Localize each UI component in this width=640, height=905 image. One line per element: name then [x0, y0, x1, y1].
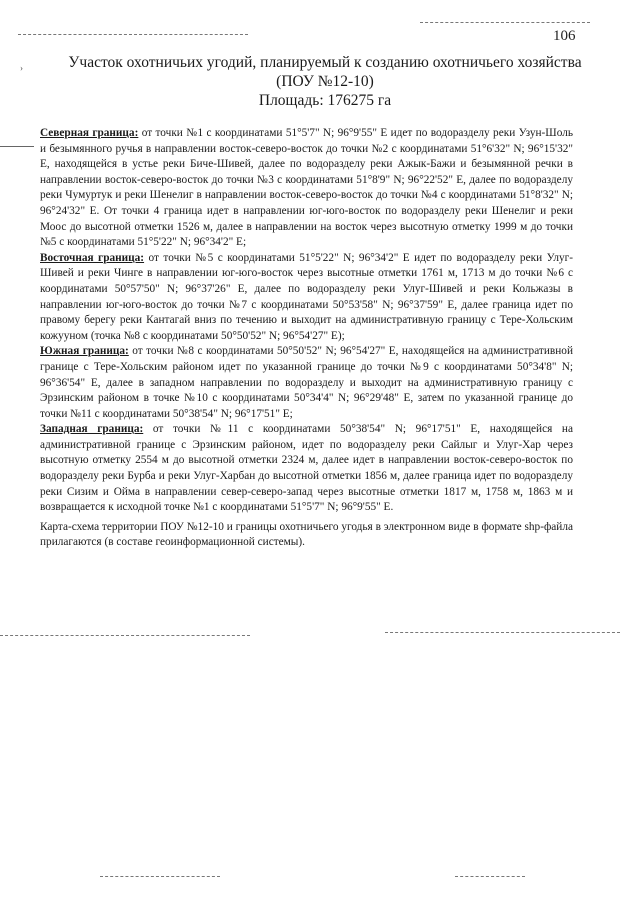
bottom-scan-line-right [455, 876, 525, 877]
section-text-west: от точки №11 с координатами 50°38'54" N; 96°17'51" E, находящейся на административной границе с Эрзинским районом, идет по водоразделу реки Сайлыг и Улуг-Хар через высотную отметку 2554 м до высотной отметки 2324 м, далее идет в направлении восток-северо-восток по водоразделу реки Бурба и реки Улуг-Харбан до высотной отметки 1856 м, далее граница идет по водоразделу реки Сизим и Ойма в направлении север-северо-запад через высотные отметки 1817 м, 1758 м, 1863 м и возвращается к исходной точке №1 с координатами 51°5'7" N; 96°9'55" E. [40, 423, 573, 514]
title-line-2: (ПОУ №12-10) [276, 73, 374, 90]
section-text-north: от точки №1 с координатами 51°5'7" N; 96°9'55" E идет по водоразделу реки Узун-Шоль и безымянного ручья в направлении восток-северо-восток до точки №2 с координатами 51°6'32" N; 96°15'32" E, находящейся в устье реки Биче-Шивей, далее по водоразделу реки Ажык-Бажи и безымянной речки в направлении восток-северо-восток до точки №3 с координатами 51°8'9" N; 96°22'52" E, далее по водоразделу реки Чумуртук и реки Шенелиг в направлении восток-северо-восток до точки №4 с координатами 51°8'32" N; 96°24'32" E. От точки 4 граница идет в направлении юг-юго-восток по водоразделу реки Шенелиг и реки Моос до высотной отметки 1526 м, далее в направлении на восток через высотную отметку 1999 м до точки №5 с координатами 51°5'22" N; 96°34'2" E; [40, 127, 573, 249]
title-line-3: Площадь: 176275 га [258, 92, 392, 109]
top-scan-line-right [420, 22, 590, 23]
margin-mark: › [20, 63, 23, 73]
bottom-scan-line-left [100, 876, 220, 877]
section-text-east: от точки №5 с координатами 51°5'22" N; 96°34'2" E идет по водоразделу реки Улуг-Шивей и реки Чинге в направлении юг-юго-восток через высотные отметки 1761 м, 1713 м до точки №6 с координатами 50°57'50" N; 96°37'26" E, далее по водоразделу реки Улуг-Шивей и реки Кольжазы в направлении юг-юго-восток до точки №7 с координатами 50°53'58" N; 96°37'59" E, далее граница идет по правому берегу реки Кантагай вниз по течению и выходит на административную границу с Тере-Хольским кожууном (точка №8 с координатами 50°50'52" N; 96°54'27" E); [40, 251, 573, 342]
section-south [40, 344, 573, 422]
section-heading-south: Южная граница: [40, 345, 129, 358]
middle-scan-line-right [385, 632, 620, 633]
middle-scan-line-left [0, 635, 250, 636]
left-margin-tick [0, 146, 34, 147]
section-text-south: от точки №8 с координатами 50°50'52" N; 96°54'27" E, находящейся на административной границе с Тере-Хольским районом идет по указанной границе до точки №9 с координатами 50°34'8" N; 96°36'54" E, далее в западном направлении по водоразделу и выходит на административную границу с Эрзинским районом в точке №10 с координатами 50°34'4" N; 96°29'48" E, затем по указанной границе до точки №11 с координатами 50°38'54" N; 96°17'51" E; [40, 345, 573, 420]
section-heading-west: Западная граница: [40, 423, 144, 436]
title-line-1: Участок охотничьих угодий, планируемый к созданию охотничьего хозяйства [68, 54, 582, 71]
boundary-description [40, 126, 573, 551]
section-east [40, 251, 573, 345]
section-heading-north: Северная граница: [40, 127, 139, 139]
top-scan-line-left [18, 34, 248, 35]
section-north [40, 126, 573, 251]
document-title [30, 53, 620, 110]
page-number: 106 [553, 28, 576, 44]
section-west [40, 422, 573, 516]
section-heading-east: Восточная граница: [40, 251, 145, 264]
footer-note: Карта-схема территории ПОУ №12-10 и границы охотничьего угодья в электронном виде в формате shp-файла прилагаются (в составе геоинформационной системы). [40, 520, 573, 549]
